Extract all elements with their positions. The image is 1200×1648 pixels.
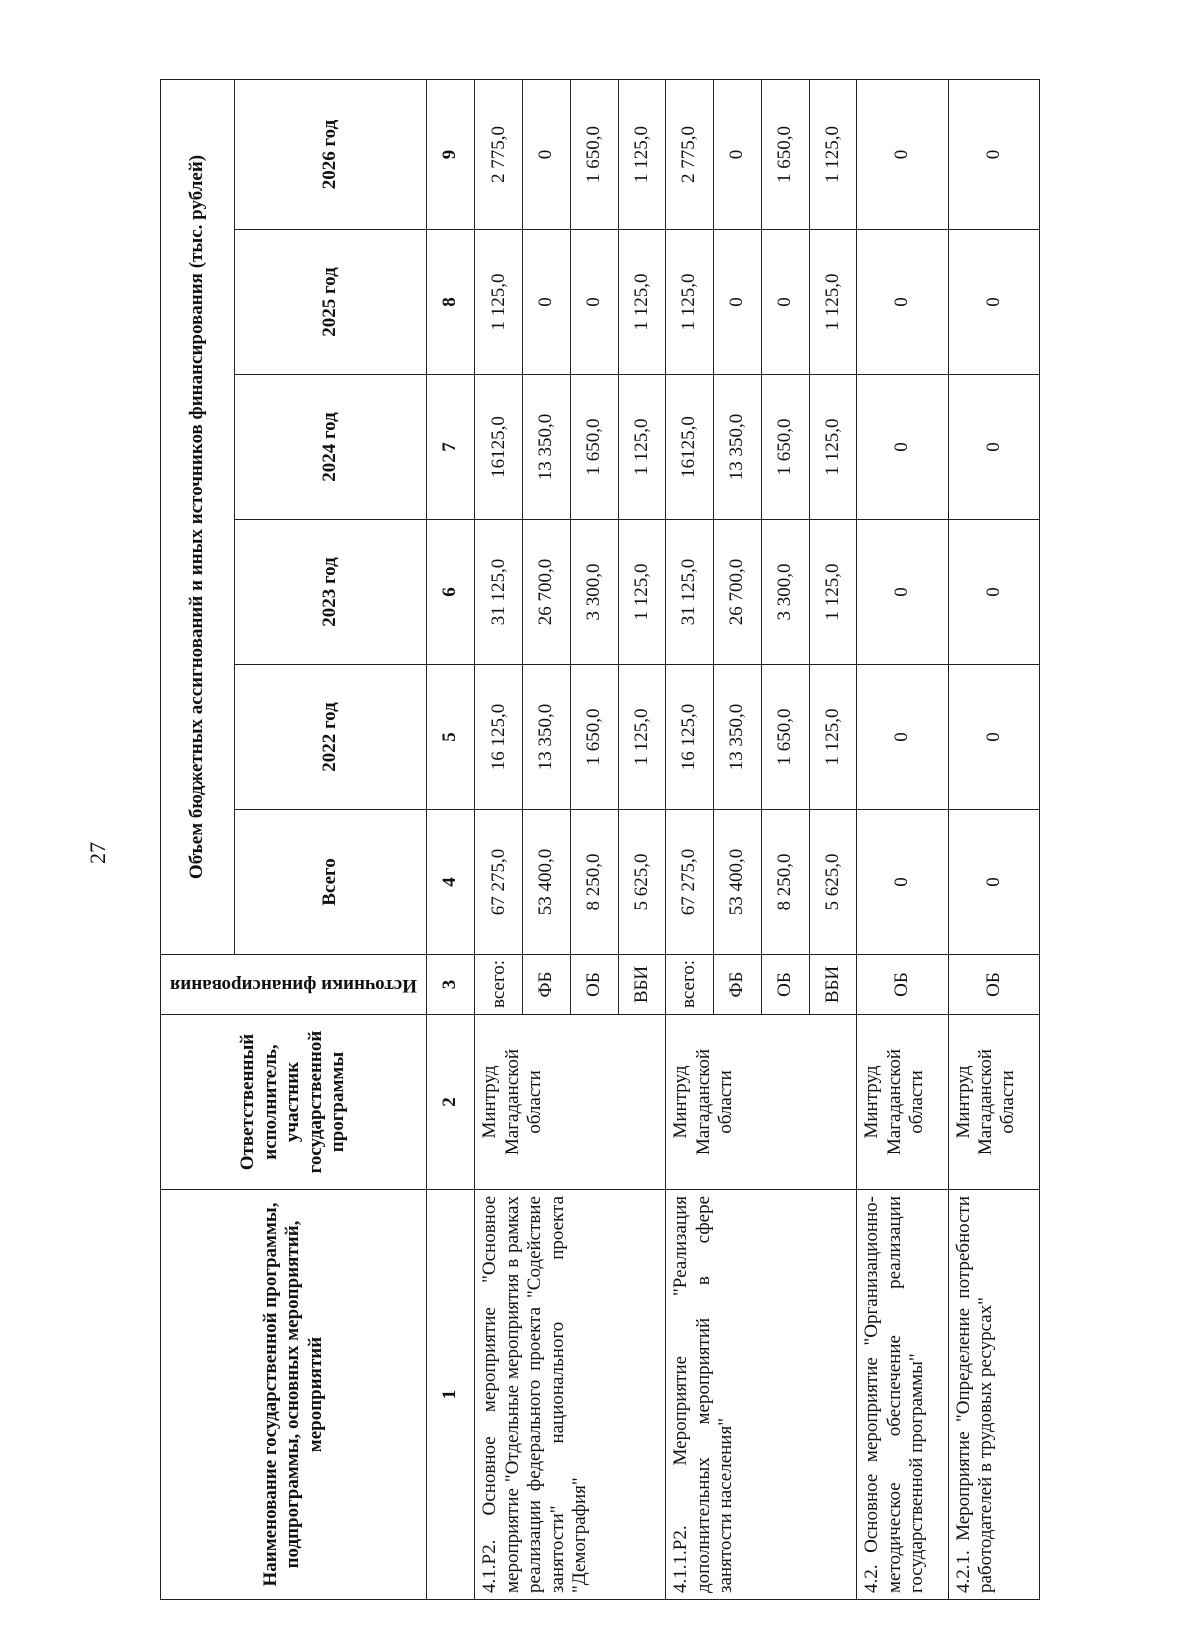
amount-cell: 31 125,0 [475, 520, 523, 665]
amount-cell: 0 [948, 375, 1039, 520]
funding-source: ФБ [714, 955, 762, 1015]
amount-cell: 1 650,0 [570, 375, 618, 520]
amount-cell: 1 125,0 [809, 665, 857, 810]
amount-cell: 1 125,0 [809, 520, 857, 665]
amount-cell: 0 [761, 230, 809, 375]
amount-cell: 0 [523, 230, 571, 375]
amount-cell: 16 125,0 [666, 665, 714, 810]
funding-source: ВБИ [618, 955, 666, 1015]
header-responsible: Ответственный исполнитель, участник государственной программы [161, 1015, 427, 1190]
amount-cell: 26 700,0 [523, 520, 571, 665]
amount-cell: 1 125,0 [475, 230, 523, 375]
amount-cell: 0 [948, 665, 1039, 810]
amount-cell: 67 275,0 [666, 810, 714, 955]
amount-cell: 0 [857, 520, 948, 665]
amount-cell: 0 [857, 79, 948, 229]
header-2023: 2023 год [235, 520, 427, 665]
index-cell: 3 [426, 955, 475, 1015]
amount-cell: 1 125,0 [618, 665, 666, 810]
amount-cell: 5 625,0 [618, 810, 666, 955]
funding-source: ОБ [570, 955, 618, 1015]
amount-cell: 5 625,0 [809, 810, 857, 955]
header-source [161, 955, 427, 1015]
index-cell: 5 [426, 665, 475, 810]
amount-cell: 0 [857, 375, 948, 520]
index-cell: 9 [426, 79, 475, 229]
amount-cell: 13 350,0 [714, 375, 762, 520]
index-cell: 6 [426, 520, 475, 665]
amount-cell: 0 [948, 810, 1039, 955]
activity-name: 4.2. Основное мероприятие "Организационно-методическое обеспечение реализации государственной программы" [857, 1190, 948, 1600]
amount-cell: 1 650,0 [761, 79, 809, 229]
responsible-executor: Минтруд Магаданской области [475, 1015, 666, 1190]
activity-name: 4.1.1.Р2. Мероприятие "Реализация дополнительных мероприятий в сфере занятости населения" [666, 1190, 857, 1600]
index-cell: 7 [426, 375, 475, 520]
funding-source: всего: [666, 955, 714, 1015]
page-number: 27 [85, 842, 110, 864]
amount-cell: 1 650,0 [570, 79, 618, 229]
table-row [948, 79, 1039, 1599]
responsible-executor: Минтруд Магаданской области [948, 1015, 1039, 1190]
amount-cell: 13 350,0 [523, 375, 571, 520]
amount-cell: 0 [948, 230, 1039, 375]
amount-cell: 31 125,0 [666, 520, 714, 665]
amount-cell: 1 650,0 [761, 375, 809, 520]
funding-source: ФБ [523, 955, 571, 1015]
funding-source: ОБ [948, 955, 1039, 1015]
amount-cell: 8 250,0 [570, 810, 618, 955]
amount-cell: 1 125,0 [666, 230, 714, 375]
amount-cell: 1 125,0 [618, 230, 666, 375]
amount-cell: 0 [714, 79, 762, 229]
header-name: Наименование государственной программы, подпрограммы, основных мероприятий, мероприятий [161, 1190, 427, 1600]
amount-cell: 2 775,0 [666, 79, 714, 229]
amount-cell: 8 250,0 [761, 810, 809, 955]
funding-source: всего: [475, 955, 523, 1015]
amount-cell: 67 275,0 [475, 810, 523, 955]
amount-cell: 0 [857, 665, 948, 810]
amount-cell: 1 125,0 [618, 375, 666, 520]
amount-cell: 0 [570, 230, 618, 375]
header-group: Объем бюджетных ассигнований и иных источников финансирования (тыс. рублей) [161, 79, 235, 954]
amount-cell: 16125,0 [666, 375, 714, 520]
budget-table [160, 79, 1040, 1600]
amount-cell: 53 400,0 [714, 810, 762, 955]
amount-cell: 53 400,0 [523, 810, 571, 955]
activity-name: 4.1.Р2. Основное мероприятие "Основное мероприятие "Отдельные мероприятия в рамках реализации федерального проекта "Содействие занятости" национального проекта "Демография" [475, 1190, 666, 1600]
column-index-row [426, 79, 475, 1599]
amount-cell: 13 350,0 [523, 665, 571, 810]
amount-cell: 13 350,0 [714, 665, 762, 810]
amount-cell: 16 125,0 [475, 665, 523, 810]
amount-cell: 0 [857, 810, 948, 955]
funding-source: ВБИ [809, 955, 857, 1015]
table-row [666, 79, 714, 1599]
funding-source: ОБ [761, 955, 809, 1015]
amount-cell: 1 125,0 [809, 230, 857, 375]
responsible-executor: Минтруд Магаданской области [857, 1015, 948, 1190]
amount-cell: 1 650,0 [761, 665, 809, 810]
amount-cell: 1 125,0 [618, 79, 666, 229]
responsible-executor: Минтруд Магаданской области [666, 1015, 857, 1190]
rotated-page-content [160, 80, 1040, 1600]
amount-cell: 16125,0 [475, 375, 523, 520]
amount-cell: 0 [948, 520, 1039, 665]
amount-cell: 1 125,0 [618, 520, 666, 665]
header-2025: 2025 год [235, 230, 427, 375]
amount-cell: 0 [714, 230, 762, 375]
amount-cell: 0 [948, 79, 1039, 229]
index-cell: 1 [426, 1190, 475, 1600]
amount-cell: 0 [857, 230, 948, 375]
index-cell: 2 [426, 1015, 475, 1190]
index-cell: 4 [426, 810, 475, 955]
header-2022: 2022 год [235, 665, 427, 810]
amount-cell: 2 775,0 [475, 79, 523, 229]
activity-name: 4.2.1. Мероприятие "Определение потребности работодателей в трудовых ресурсах" [948, 1190, 1039, 1600]
header-2026: 2026 год [235, 79, 427, 229]
amount-cell: 1 125,0 [809, 79, 857, 229]
header-source-text: Источники финансирования [169, 974, 417, 996]
amount-cell: 0 [523, 79, 571, 229]
amount-cell: 3 300,0 [570, 520, 618, 665]
header-total: Всего [235, 810, 427, 955]
amount-cell: 1 650,0 [570, 665, 618, 810]
table-row [475, 79, 523, 1599]
amount-cell: 3 300,0 [761, 520, 809, 665]
table-row [857, 79, 948, 1599]
amount-cell: 26 700,0 [714, 520, 762, 665]
index-cell: 8 [426, 230, 475, 375]
funding-source: ОБ [857, 955, 948, 1015]
header-2024: 2024 год [235, 375, 427, 520]
amount-cell: 1 125,0 [809, 375, 857, 520]
